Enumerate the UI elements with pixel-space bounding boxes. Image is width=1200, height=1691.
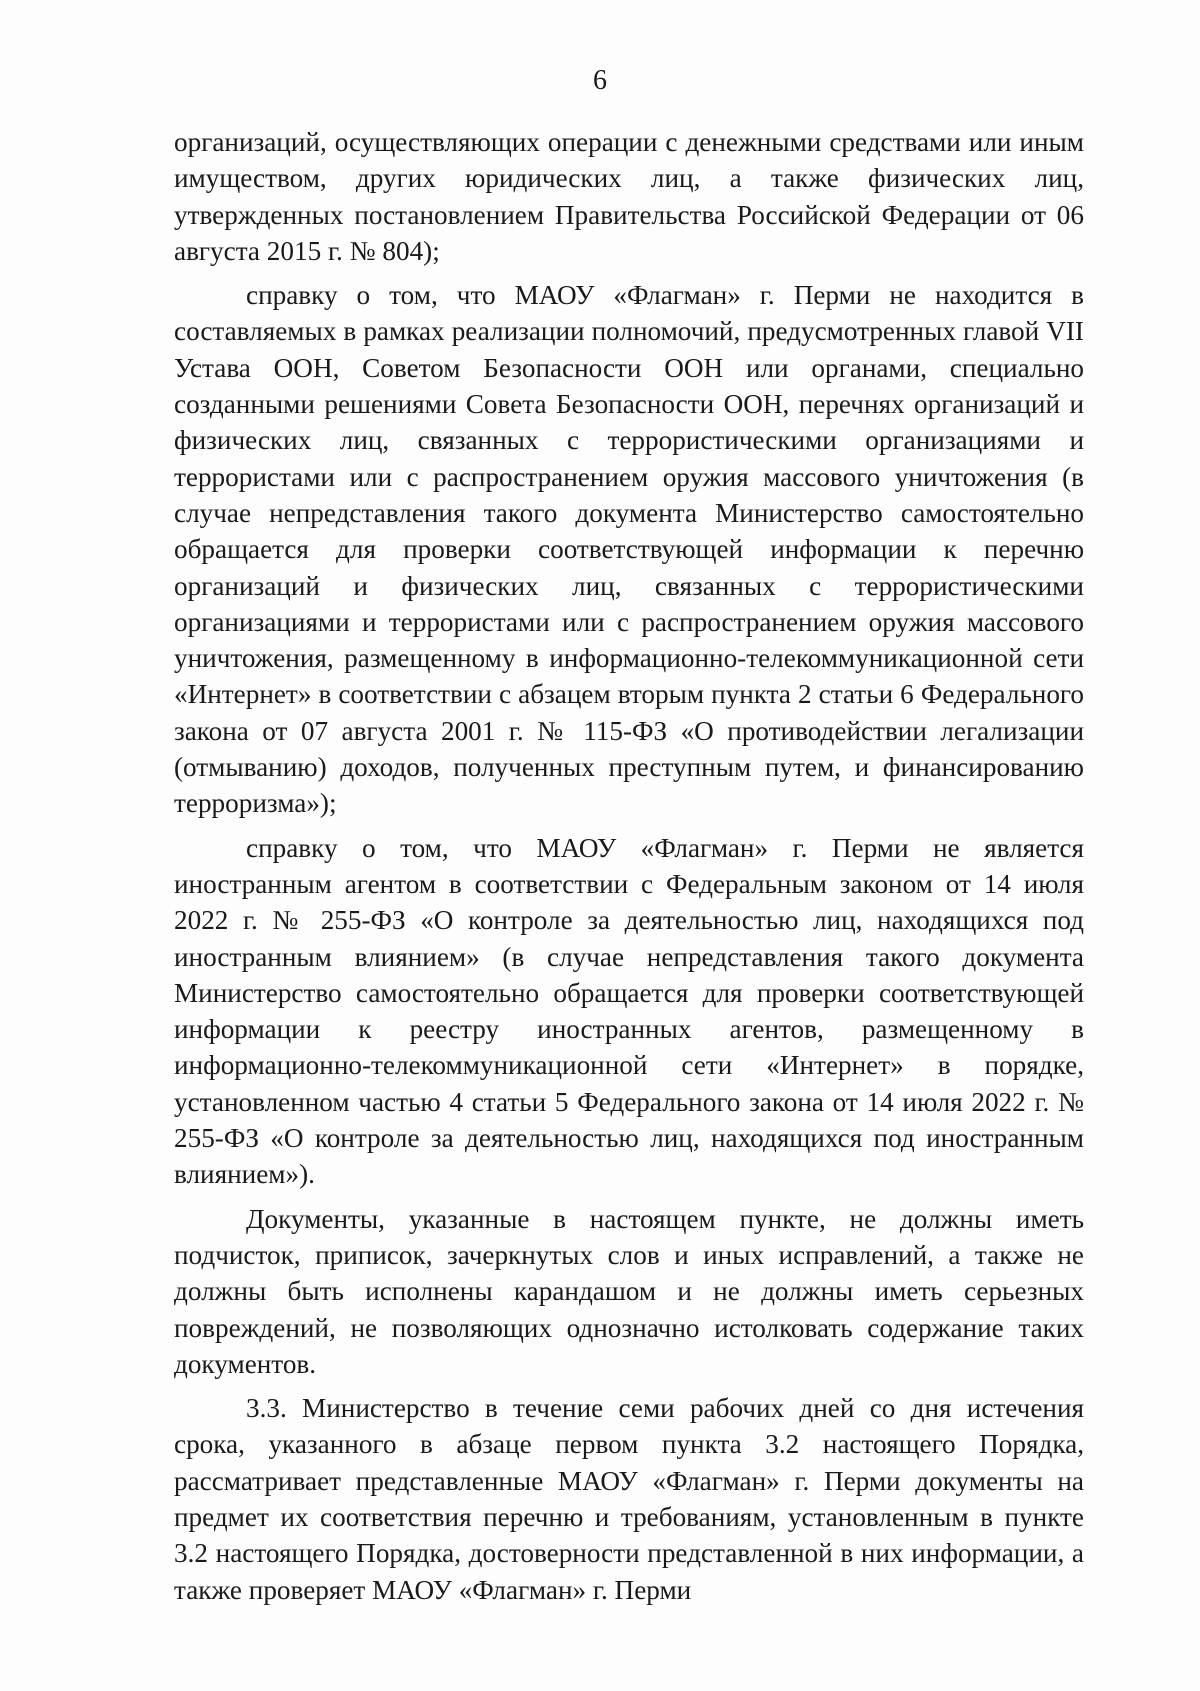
page-number: 6 bbox=[593, 65, 607, 96]
paragraph-foreign-agent-certificate: справку о том, что МАОУ «Флагман» г. Перми не является иностранным агентом в соответствии с Федеральным законом от 14 июля 2022 г. № 255-ФЗ «О контроле за деятельностью лиц, находящихся под иностранным влиянием» (в случае непредставления такого документа Министерство самостоятельно обращается для проверки соответствующей информации к реестру иностранных агентов, размещенному в информационно-телекоммуникационной сети «Интернет» в порядке, установленном частью 4 статьи 5 Федерального закона от 14 июля 2022 г. № 255-ФЗ «О контроле за деятельностью лиц, находящихся под иностранным влиянием»). bbox=[174, 832, 1084, 1190]
paragraph-section-3-3: 3.3. Министерство в течение семи рабочих дней со дня истечения срока, указанного в абзаце первом пункта 3.2 настоящего Порядка, рассматривает представленные МАОУ «Флагман» г. Перми документы на предмет их соответствия перечню и требованиям, установленным в пункте 3.2 настоящего Порядка, достоверности представленной в них информации, а также проверяет МАОУ «Флагман» г. Перми bbox=[174, 1393, 1084, 1605]
document-body bbox=[174, 124, 1084, 1608]
paragraph-continuation: организаций, осуществляющих операции с денежными средствами или иным имуществом, других юридических лиц, а также физических лиц, утвержденных постановлением Правительства Российской Федерации от 06 августа 2015 г. № 804); bbox=[174, 127, 1084, 266]
paragraph-document-requirements: Документы, указанные в настоящем пункте, не должны иметь подчисток, приписок, зачеркнутых слов и иных исправлений, а также не должны быть исполнены карандашом и не должны иметь серьезных повреждений, не позволяющих однозначно истолковать содержание таких документов. bbox=[174, 1203, 1084, 1379]
paragraph-un-list-certificate: справку о том, что МАОУ «Флагман» г. Перми не находится в составляемых в рамках реализации полномочий, предусмотренных главой VII Устава ООН, Советом Безопасности ООН или органами, специально созданными решениями Совета Безопасности ООН, перечнях организаций и физических лиц, связанных с террористическими организациями и террористами или с распространением оружия массового уничтожения (в случае непредставления такого документа Министерство самостоятельно обращается для проверки соответствующей информации к перечню организаций и физических лиц, связанных с террористическими организациями и террористами или с распространением оружия массового уничтожения, размещенному в информационно-телекоммуникационной сети «Интернет» в соответствии с абзацем вторым пункта 2 статьи 6 Федерального закона от 07 августа 2001 г. № 115-ФЗ «О противодействии легализации (отмыванию) доходов, полученных преступным путем, и финансированию терроризма»); bbox=[174, 280, 1084, 819]
